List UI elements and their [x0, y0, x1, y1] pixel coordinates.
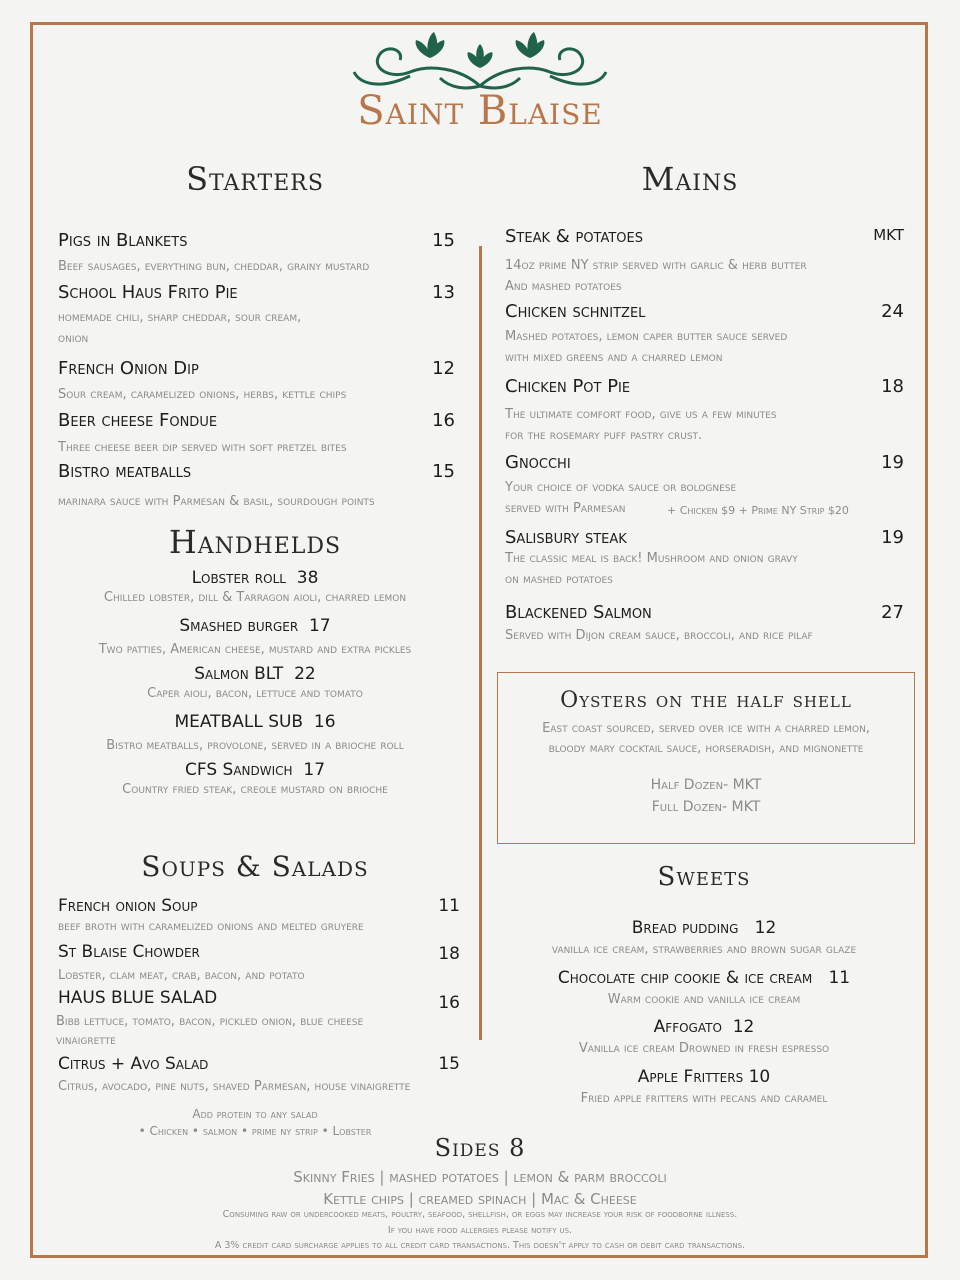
item-desc: Bistro meatballs, provolone, served in a brioche roll — [106, 738, 404, 753]
item-price: 16 — [313, 712, 336, 732]
item-price: 17 — [308, 616, 331, 636]
item-desc: Served with Dijon cream sauce, broccoli, and rice pilaf — [505, 628, 813, 643]
item-price: 19 — [881, 527, 904, 548]
item-name: Chicken schnitzel — [505, 301, 646, 322]
item-name: School Haus Frito Pie — [58, 282, 238, 303]
oysters-half: Half Dozen- MKT — [650, 777, 762, 793]
sweets-title: Sweets — [657, 862, 751, 892]
item-desc: Country fried steak, creole mustard on brioche — [122, 782, 388, 797]
item-desc: Mashed potatoes, lemon caper butter sauce served — [505, 329, 788, 344]
item-desc: Chilled lobster, dill & Tarragon aioli, charred lemon — [103, 590, 407, 605]
item-name: Bread pudding — [631, 918, 739, 938]
protein-note: Add protein to any salad — [192, 1107, 318, 1121]
item-desc: 14oz prime NY strip served with garlic & herb butter — [505, 258, 807, 273]
item-price: 10 — [748, 1067, 771, 1087]
item-name: Pigs in Blankets — [58, 230, 188, 251]
footer-surcharge: A 3% credit card surcharge applies to all credit card transactions. This doesn't apply to cash or debit card transactions. — [214, 1240, 746, 1251]
item-desc: marinara sauce with Parmesan & basil, sourdough points — [58, 494, 375, 509]
item-desc: Sour cream, caramelized onions, herbs, kettle chips — [58, 387, 347, 402]
item-desc: onion — [58, 331, 89, 346]
item-price: 15 — [432, 230, 455, 251]
item-addon: + Chicken $9 + Prime NY Strip $20 — [667, 504, 849, 517]
oysters-title: Oysters on the half shell — [560, 688, 852, 713]
item-desc: Fried apple fritters with pecans and caramel — [580, 1091, 828, 1106]
item-price: 12 — [732, 1017, 755, 1037]
item-name: Chocolate chip cookie & ice cream — [557, 968, 813, 988]
menu-item — [500, 1067, 908, 1106]
item-price: 18 — [438, 944, 460, 964]
item-price: 17 — [303, 760, 326, 780]
menu-item — [60, 664, 450, 701]
item-desc: Two patties, American cheese, mustard and extra pickles — [98, 642, 412, 657]
item-desc: for the rosemary puff pastry crust. — [505, 428, 703, 443]
item-name: Affogato — [653, 1017, 722, 1037]
item-name: Lobster roll — [191, 568, 286, 588]
item-price: 16 — [432, 410, 455, 431]
oysters-desc: East coast sourced, served over ice with a charred lemon, — [542, 721, 870, 736]
item-desc: beef broth with caramelized onions and melted gruyere — [58, 919, 364, 934]
menu-item — [60, 760, 450, 797]
item-name: Blackened Salmon — [505, 602, 652, 623]
item-name: St Blaise Chowder — [58, 942, 200, 962]
item-name: Salmon BLT — [194, 664, 284, 684]
item-name: Chicken Pot Pie — [505, 376, 631, 397]
item-desc: Vanilla ice cream Drowned in fresh espresso — [578, 1041, 830, 1056]
item-desc: homemade chili, sharp cheddar, sour cream, — [58, 310, 302, 325]
item-desc: served with Parmesan — [505, 501, 626, 516]
menu-item — [500, 918, 908, 957]
item-name: French onion Soup — [58, 896, 198, 916]
item-desc: Warm cookie and vanilla ice cream — [607, 992, 801, 1007]
item-name: MEATBALL SUB — [174, 712, 304, 732]
column-divider — [479, 246, 482, 1040]
menu-item — [500, 968, 908, 1007]
item-price: 11 — [438, 896, 460, 916]
item-price: 12 — [754, 918, 777, 938]
item-desc: Caper aioli, bacon, lettuce and tomato — [147, 686, 363, 701]
item-desc: Beef sausages, everything bun, cheddar, grainy mustard — [58, 259, 370, 274]
sides-line: Kettle chips | creamed spinach | Mac & Cheese — [323, 1190, 637, 1208]
handhelds-title: Handhelds — [168, 523, 342, 561]
item-price: 13 — [432, 282, 455, 303]
item-desc: on mashed potatoes — [505, 572, 613, 587]
item-name: Beer cheese Fondue — [58, 410, 218, 431]
item-price: 18 — [881, 376, 904, 397]
item-name: Bistro meatballs — [58, 461, 192, 482]
item-price: 16 — [438, 993, 460, 1013]
menu-item — [500, 1017, 908, 1056]
oysters-full: Full Dozen- MKT — [651, 799, 761, 815]
item-price: MKT — [873, 226, 904, 244]
item-desc: Three cheese beer dip served with soft pretzel bites — [58, 440, 347, 455]
brand-name: Saint Blaise — [357, 88, 603, 134]
item-price: 27 — [881, 602, 904, 623]
item-price: 24 — [881, 301, 904, 322]
item-desc: vanilla ice cream, strawberries and brown sugar glaze — [551, 942, 857, 957]
item-name: French Onion Dip — [58, 358, 199, 379]
starters-title: Starters — [186, 160, 324, 198]
item-price: 12 — [432, 358, 455, 379]
item-desc: And mashed potatoes — [505, 279, 622, 294]
item-price: 15 — [432, 461, 455, 482]
menu-item — [60, 712, 450, 753]
footer-disclaimer: Consuming raw or undercooked meats, poultry, seafood, shellfish, or eggs may increase your risk of foodborne illness. — [222, 1209, 738, 1220]
protein-options: • Chicken • salmon • prime ny strip • Lobster — [138, 1124, 372, 1138]
oysters-desc: bloody mary cocktail sauce, horseradish, and mignonette — [548, 741, 864, 756]
item-price: 19 — [881, 452, 904, 473]
item-desc: vinaigrette — [56, 1033, 116, 1048]
item-name: CFS Sandwich — [184, 760, 293, 780]
menu-item — [60, 568, 450, 605]
item-price: 15 — [438, 1054, 460, 1074]
item-price: 22 — [294, 664, 316, 684]
sides-title: Sides 8 — [434, 1134, 526, 1162]
item-name: HAUS BLUE SALAD — [58, 988, 218, 1008]
item-desc: Bibb lettuce, tomato, bacon, pickled onion, blue cheese — [56, 1014, 364, 1029]
item-name: Salisbury steak — [505, 527, 627, 548]
item-price: 38 — [296, 568, 319, 588]
item-name: Smashed burger — [179, 616, 299, 636]
item-desc: Lobster, clam meat, crab, bacon, and potato — [58, 968, 305, 983]
item-desc: The classic meal is back! Mushroom and onion gravy — [505, 551, 798, 566]
soups-title: Soups & Salads — [141, 850, 369, 883]
sides-line: Skinny Fries | mashed potatoes | lemon & parm broccoli — [293, 1168, 667, 1186]
item-name: Gnocchi — [505, 452, 571, 473]
item-price: 11 — [828, 968, 851, 988]
item-desc: with mixed greens and a charred lemon — [505, 350, 723, 365]
mains-title: Mains — [641, 160, 739, 198]
item-name: Citrus + Avo Salad — [58, 1054, 209, 1074]
item-desc: Your choice of vodka sauce or bolognese — [505, 480, 737, 495]
item-name: Apple Fritters — [637, 1067, 744, 1087]
item-name: Steak & potatoes — [505, 226, 644, 247]
item-desc: The ultimate comfort food, give us a few minutes — [505, 407, 777, 422]
menu-item — [60, 616, 450, 657]
item-desc: Citrus, avocado, pine nuts, shaved Parmesan, house vinaigrette — [58, 1079, 411, 1094]
footer-allergy: If you have food allergies please notify us. — [387, 1225, 573, 1236]
